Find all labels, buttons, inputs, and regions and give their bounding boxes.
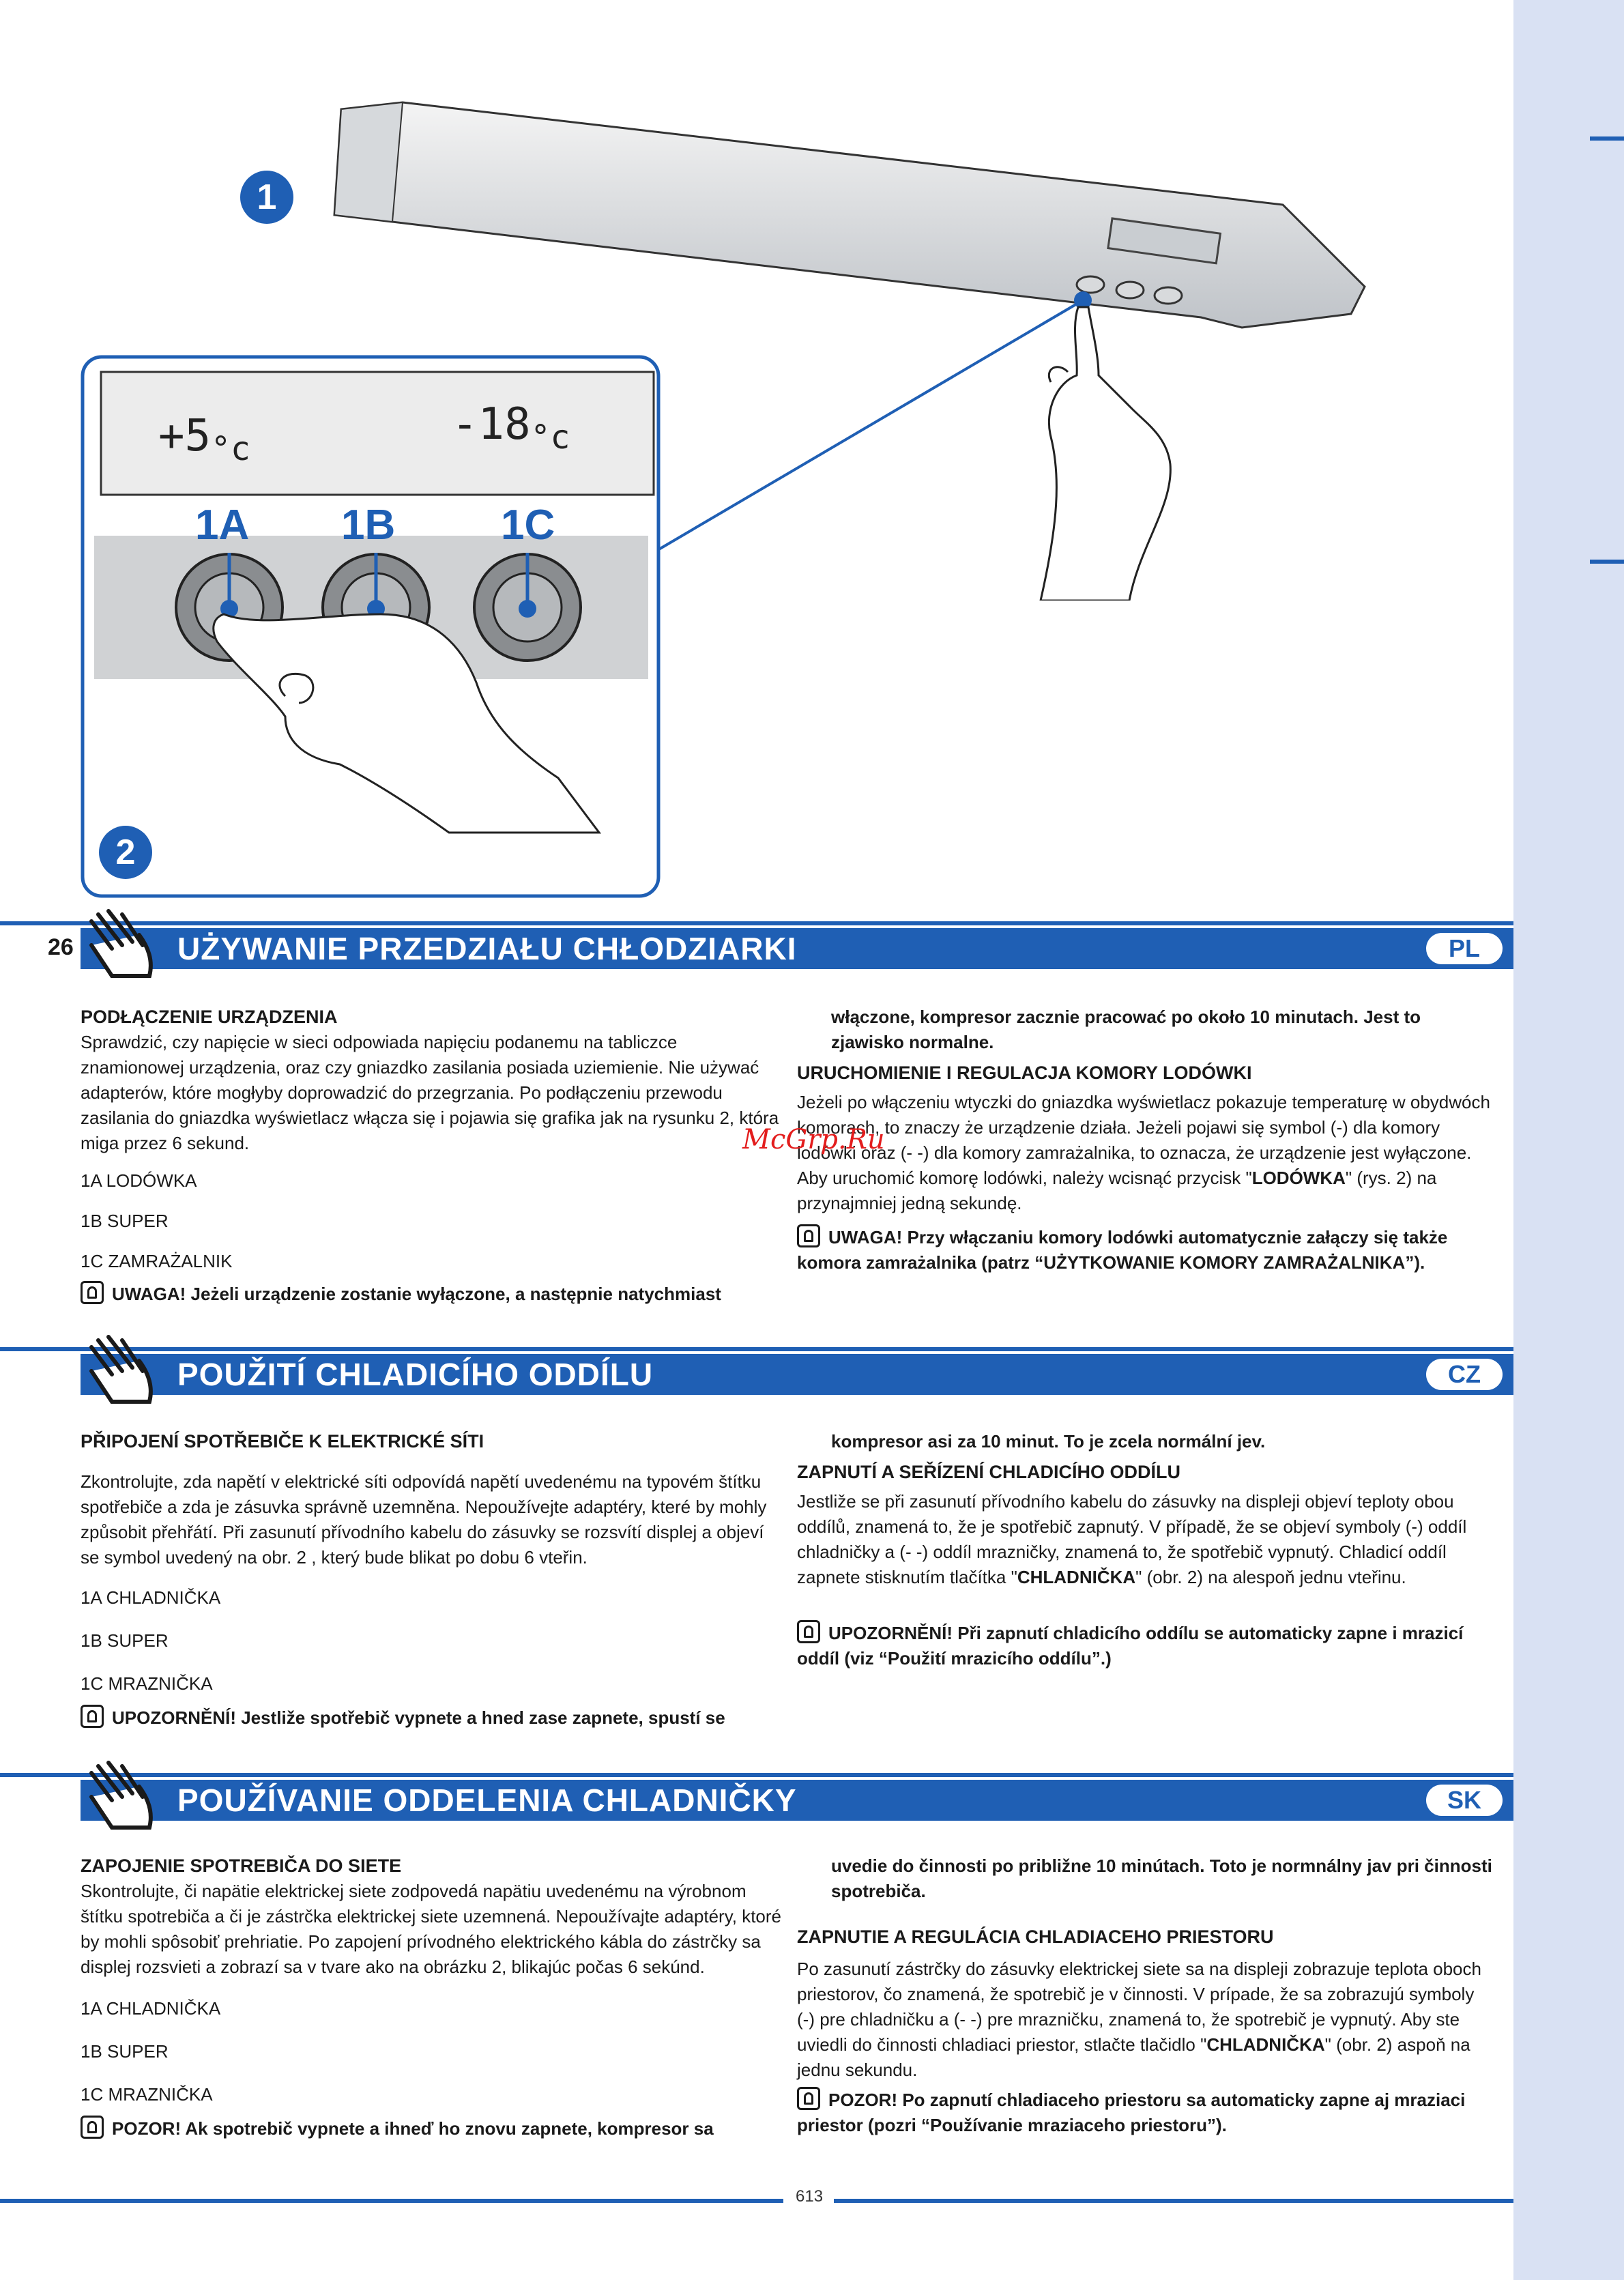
sk-paragraph-start: Po zasunutí zástrčky do zásuvky elektrickej siete sa na displeji zobrazuje teplota oboch priestorov, čo znamená, že spotrebič je v činnosti. V prípade, že sa zobrazujú symboly (-) pre chladničku a (- -) pre mrazničku, znamená to, že spotrebič je vypnutý. Aby ste uviedli do činnosti chladiaci priestor, stlačte tlačidlo "CHLADNIČKA" (obr. 2) aspoň na jednu sekundu. <box>797 1959 1481 2080</box>
section-pl-left-column <box>81 1005 783 1307</box>
lang-badge-pl: PL <box>1426 933 1503 964</box>
section-pl-right-column <box>797 1005 1496 1275</box>
cz-heading-start: ZAPNUTÍ A SEŘÍZENÍ CHLADICÍHO ODDÍLU <box>797 1462 1180 1482</box>
sk-item-1a: 1A CHLADNIČKA <box>81 1998 221 2019</box>
sk-continuation: uvedie do činnosti po približne 10 minútach. Toto je normnálny jav pri činnosti spotrebiča. <box>831 1856 1492 1901</box>
bottom-rule-right <box>834 2199 1513 2203</box>
pl-continuation: włączone, kompresor zacznie pracować po około 10 minutach. Jest to zjawisko normalne. <box>831 1007 1421 1052</box>
pl-item-1b: 1B SUPER <box>81 1211 169 1231</box>
lang-badge-cz: CZ <box>1426 1359 1503 1390</box>
display-right-unit: °c <box>530 418 570 457</box>
cz-warning-left <box>81 1705 783 1731</box>
sk-warning-right: POZOR! Po zapnutí chladiaceho priestoru sa automaticky zapne aj mraziaci priestor (pozri “Používanie mraziaceho priestoru”). <box>797 2087 1496 2138</box>
section-pl-title: UŻYWANIE PRZEDZIAŁU CHŁODZIARKI <box>177 931 797 966</box>
sk-warning-label: POZOR! <box>112 2118 182 2139</box>
warning-icon <box>797 1224 820 1247</box>
warning-icon <box>81 1705 104 1728</box>
section-sk-rule <box>0 1773 1513 1777</box>
sk-warning-text: Ak spotrebič vypnete a ihneď ho znovu zapnete, kompresor sa <box>181 2118 714 2139</box>
pl-item-1c: 1C ZAMRAŻALNIK <box>81 1251 233 1271</box>
sk-item-1b: 1B SUPER <box>81 2041 169 2062</box>
section-sk-right-column <box>797 1853 1496 2138</box>
cz-warning-text: Jestliže spotřebič vypnete a hned zase zapnete, spustí se <box>236 1707 725 1728</box>
hand-icon <box>85 1759 166 1834</box>
watermark: McGrp.Ru <box>742 1124 885 1155</box>
button-label-1c: 1C <box>501 502 555 549</box>
side-tick-bottom <box>1590 560 1624 564</box>
figure-label-1: 1 <box>240 171 293 224</box>
sk-heading-connection: ZAPOJENIE SPOTREBIČA DO SIETE <box>81 1856 402 1876</box>
pl-paragraph-start: Jeżeli po włączeniu wtyczki do gniazdka wyświetlacz pokazuje temperaturę w obydwóch komorach, to znaczy że urządzenie działa. Jeżeli pojawi się symbol (-) dla komory lodówki oraz (- -) dla komory zamrażalnika, to oznacza, że urządzenie jest wyłączone. Aby uruchomić komorę lodówki, należy wcisnąć przycisk "LODÓWKA" (rys. 2) na przynajmniej jedną sekundę. <box>797 1092 1490 1213</box>
section-cz-right-column <box>797 1429 1496 1671</box>
lang-badge-sk: SK <box>1426 1785 1503 1816</box>
cz-item-1a: 1A CHLADNIČKA <box>81 1587 221 1608</box>
side-tick-top <box>1590 136 1624 141</box>
cz-warning-right: UPOZORNĚNÍ! Při zapnutí chladicího oddílu se automaticky zapne i mrazicí oddíl (viz “Použití mrazicího oddílu”.) <box>797 1620 1496 1671</box>
button-label-1b: 1B <box>341 502 396 549</box>
sk-item-1c: 1C MRAZNIČKA <box>81 2084 213 2105</box>
section-cz-title: POUŽITÍ CHLADICÍHO ODDÍLU <box>177 1357 654 1392</box>
warning-icon <box>797 2087 820 2110</box>
hand-icon <box>85 908 166 983</box>
pl-item-1a: 1A LODÓWKA <box>81 1170 197 1191</box>
pl-warning-label: UWAGA! <box>112 1284 186 1304</box>
warning-icon <box>797 1620 820 1643</box>
cz-paragraph-start: Jestliže se při zasunutí přívodního kabelu do zásuvky na displeji objeví teploty obou oddílů, znamená to, že je spotřebič zapnutý. V případě, že se objeví symboly (-) oddíl chladničky a (- -) oddíl mrazničky, znamená to, že spotřebič vypnutý. Chladicí oddíl zapnete stisknutím tlačítka "CHLADNIČKA" (obr. 2) na alespoň jednu vteřinu. <box>797 1491 1467 1587</box>
display-left-temp: +5 <box>158 411 212 461</box>
cz-warning-label: UPOZORNĚNÍ! <box>112 1707 236 1728</box>
pl-heading-connection: PODŁĄCZENIE URZĄDZENIA <box>81 1007 338 1027</box>
cz-item-1b: 1B SUPER <box>81 1630 169 1651</box>
cz-continuation: kompresor asi za 10 minut. To je zcela normální jev. <box>831 1431 1266 1452</box>
bottom-page-number: 613 <box>796 2187 824 2206</box>
figure-label-2: 2 <box>99 826 152 879</box>
section-cz-rule <box>0 1347 1513 1351</box>
sk-warning-left <box>81 2116 783 2141</box>
left-page-number: 26 <box>48 934 74 960</box>
section-sk-title: POUŽÍVANIE ODDELENIA CHLADNIČKY <box>177 1783 797 1818</box>
cz-paragraph-connection: Zkontrolujte, zda napětí v elektrické síti odpovídá napětí uvedenému na typovém štítku spotřebiče a zda je zásuvka správně uzemněna. Nepoužívejte adaptéry, které by mohly způsobit přehřátí. Při zasunutí přívodního kabelu do zásuvky se rozsvítí displej a objeví se symbol uvedený na obr. 2 , který bude blikat po dobu 6 vteřin. <box>81 1471 767 1568</box>
cz-heading-connection: PŘIPOJENÍ SPOTŘEBIČE K ELEKTRICKÉ SÍTI <box>81 1431 484 1452</box>
section-sk-left-column <box>81 1853 783 2141</box>
bottom-rule-left <box>0 2199 783 2203</box>
button-label-1a: 1A <box>195 502 250 549</box>
cz-item-1c: 1C MRAZNIČKA <box>81 1673 213 1694</box>
section-cz-left-column <box>81 1429 783 1731</box>
display-right-temp: -18 <box>452 399 531 450</box>
warning-icon <box>81 1281 104 1304</box>
side-strip <box>1513 0 1624 2280</box>
warning-icon <box>81 2116 104 2139</box>
sk-paragraph-connection: Skontrolujte, či napätie elektrickej siete zodpovedá napätiu uvedenému na výrobnom štítku spotrebiča a či je zástrčka elektrickej siete uzemnená. Nepoužívajte adaptéry, ktoré by mohli spôsobiť prehriatie. Po zapojení prívodného elektrického kábla do zástrčky sa displej rozsvieti a zobrazí sa v tvare ako na obrázku 2, blikajúc počas 6 sekúnd. <box>81 1881 782 1977</box>
display-left-unit: °c <box>211 430 250 468</box>
pl-warning-left <box>81 1281 783 1307</box>
pl-heading-start: URUCHOMIENIE I REGULACJA KOMORY LODÓWKI <box>797 1063 1252 1083</box>
hand-icon <box>85 1333 166 1409</box>
pl-warning-text: Jeżeli urządzenie zostanie wyłączone, a następnie natychmiast <box>186 1284 721 1304</box>
sk-heading-start: ZAPNUTIE A REGULÁCIA CHLADIACEHO PRIESTORU <box>797 1927 1274 1947</box>
section-pl-rule <box>0 921 1513 925</box>
pl-warning-right: UWAGA! Przy włączaniu komory lodówki automatycznie załączy się także komora zamrażalnika (patrz “UŻYTKOWANIE KOMORY ZAMRAŻALNIKA”). <box>797 1224 1496 1275</box>
pl-paragraph-connection: Sprawdzić, czy napięcie w sieci odpowiada napięciu podanemu na tabliczce znamionowej urządzenia, oraz czy gniazdko zasilania posiada uziemienie. Nie używać adapterów, które mogłyby doprowadzić do przegrzania. Po podłączeniu przewodu zasilania do gniazdka wyświetlacz włącza się i pojawia się grafika jak na rysunku 2, która miga przez 6 sekund. <box>81 1032 779 1153</box>
